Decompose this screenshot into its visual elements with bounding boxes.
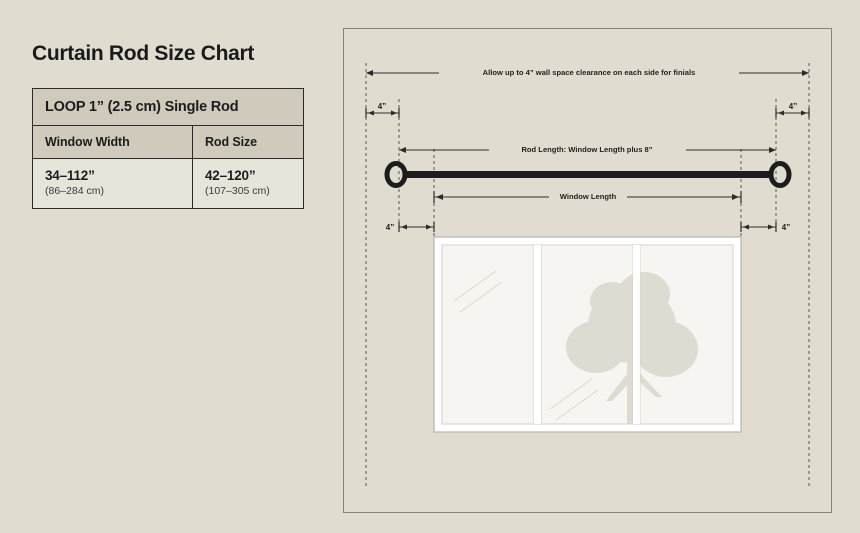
overhang-right-label: 4”: [781, 223, 791, 232]
table-row-product: [33, 89, 304, 126]
measurement-diagram-panel: [343, 28, 832, 513]
clearance-right-label: 4”: [788, 102, 798, 111]
size-chart-panel: [32, 42, 312, 209]
table-row: [33, 159, 304, 209]
clearance-dimension: [366, 66, 809, 80]
cell-rod-size: [193, 159, 304, 209]
measurement-diagram: [344, 29, 831, 512]
window-illustration: [434, 237, 741, 432]
clearance-left-dimension: [366, 102, 399, 118]
clearance-left-label: 4”: [377, 102, 387, 111]
rod-size-value: 42–120”: [205, 168, 256, 183]
page-title: Curtain Rod Size Chart: [32, 42, 255, 65]
clearance-note-label: Allow up to 4” wall space clearance on each side for finials: [482, 68, 696, 77]
rod-length-dimension: [399, 143, 776, 157]
table-row-headers: [33, 126, 304, 159]
overhang-left-label: 4”: [385, 223, 395, 232]
window-length-label: Window Length: [559, 192, 617, 201]
rod-size-metric: (107–305 cm): [205, 185, 270, 197]
cell-window-width: [33, 159, 193, 209]
overhang-left-dimension: [386, 222, 434, 232]
product-name-cell: LOOP 1” (2.5 cm) Single Rod: [33, 89, 304, 126]
rod-length-label: Rod Length: Window Length plus 8”: [521, 145, 653, 154]
overhang-right-dimension: [741, 222, 790, 232]
size-chart-table: [32, 88, 304, 209]
window-width-metric: (86–284 cm): [45, 185, 104, 197]
window-length-dimension: [434, 190, 741, 204]
column-header-rod-size: Rod Size: [193, 126, 304, 159]
column-header-window-width: Window Width: [33, 126, 193, 159]
clearance-right-dimension: [776, 102, 809, 118]
curtain-rod-illustration: [387, 164, 789, 186]
window-width-value: 34–112”: [45, 168, 95, 183]
